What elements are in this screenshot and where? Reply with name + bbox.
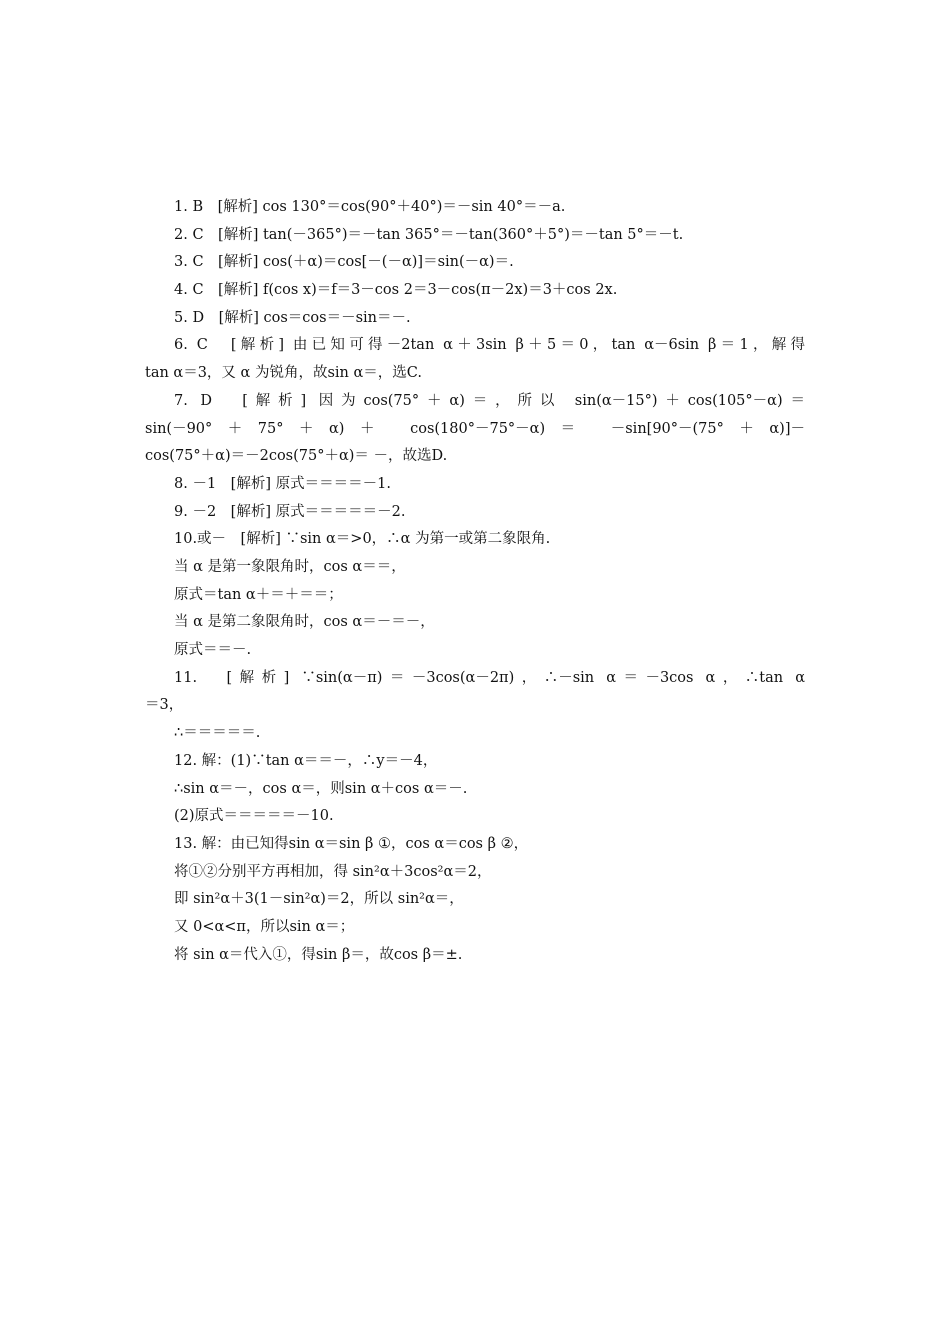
text-line: 10.或－ [解析] ∵sin α＝>0，∴α 为第一或第二象限角.: [174, 531, 551, 548]
text-line: 13. 解：由已知得sin α＝sin β ①，cos α＝cos β ②，: [174, 835, 529, 852]
text-line: 原式＝＝－.: [174, 642, 252, 659]
text-line: 3. C [解析] cos(＋α)＝cos[－(－α)]＝sin(－α)＝.: [174, 254, 514, 271]
text-line: ∴＝＝＝＝＝.: [174, 725, 261, 742]
text-line: 即 sin²α＋3(1－sin²α)＝2，所以 sin²α＝，: [174, 891, 464, 908]
text-line: 8. －1 [解析] 原式＝＝＝＝－1.: [174, 475, 391, 492]
text-line: sin(－90°＋75°＋α)＋ cos(180°－75°－α)＝ －sin[90°－(75°＋α)]－: [145, 420, 805, 437]
text-line: 4. C [解析] f(cos x)＝f＝3－cos 2＝3－cos(π－2x)＝3＋cos 2x.: [174, 282, 618, 299]
text-line: 将①②分别平方再相加，得 sin²α＋3cos²α＝2，: [174, 863, 492, 880]
text-line: 1. B [解析] cos 130°＝cos(90°＋40°)＝－sin 40°＝－a.: [174, 199, 566, 215]
text-line: (2)原式＝＝＝＝＝－10.: [174, 808, 334, 825]
text-line: 7. D [解析] 因为cos(75°＋α)＝，所以 sin(α－15°)＋cos(105°－α)＝: [174, 392, 805, 409]
text-line: 当 α 是第一象限角时，cos α＝＝，: [174, 558, 406, 575]
text-line: ∴sin α＝－，cos α＝，则sin α＋cos α＝－.: [174, 780, 468, 797]
text-line: 当 α 是第二象限角时，cos α＝－＝－，: [174, 614, 435, 631]
text-line: 又 0<α<π，所以sin α＝；: [174, 918, 355, 935]
answer-text-block: [145, 194, 805, 969]
text-line: 12. 解：(1)∵tan α＝＝－，∴y＝－4，: [174, 752, 438, 769]
text-line: 6. C [解析] 由已知可得－2tan α＋3sin β＋5＝0，tan α－6sin β＝1，解得: [174, 337, 805, 354]
text-line: cos(75°＋α)＝－2cos(75°＋α)＝ －，故选D.: [145, 448, 448, 465]
text-line: 2. C [解析] tan(－365°)＝－tan 365°＝－tan(360°＋5°)＝－tan 5°＝－t.: [174, 226, 684, 243]
text-line: 9. －2 [解析] 原式＝＝＝＝＝－2.: [174, 503, 406, 520]
text-line: 5. D [解析] cos＝cos＝－sin＝－.: [174, 309, 411, 326]
text-line: 将 sin α＝代入①，得sin β＝，故cos β＝±.: [174, 946, 463, 963]
text-line: 原式＝tan α＋＝＋＝＝；: [174, 586, 343, 603]
text-line: tan α＝3，又 α 为锐角，故sin α＝，选C.: [145, 365, 422, 382]
text-line: ＝3，: [145, 697, 184, 714]
text-line: 11. [解析] ∵sin(α－π)＝－3cos(α－2π)，∴－sin α＝－3cos α，∴tan α: [174, 669, 805, 686]
